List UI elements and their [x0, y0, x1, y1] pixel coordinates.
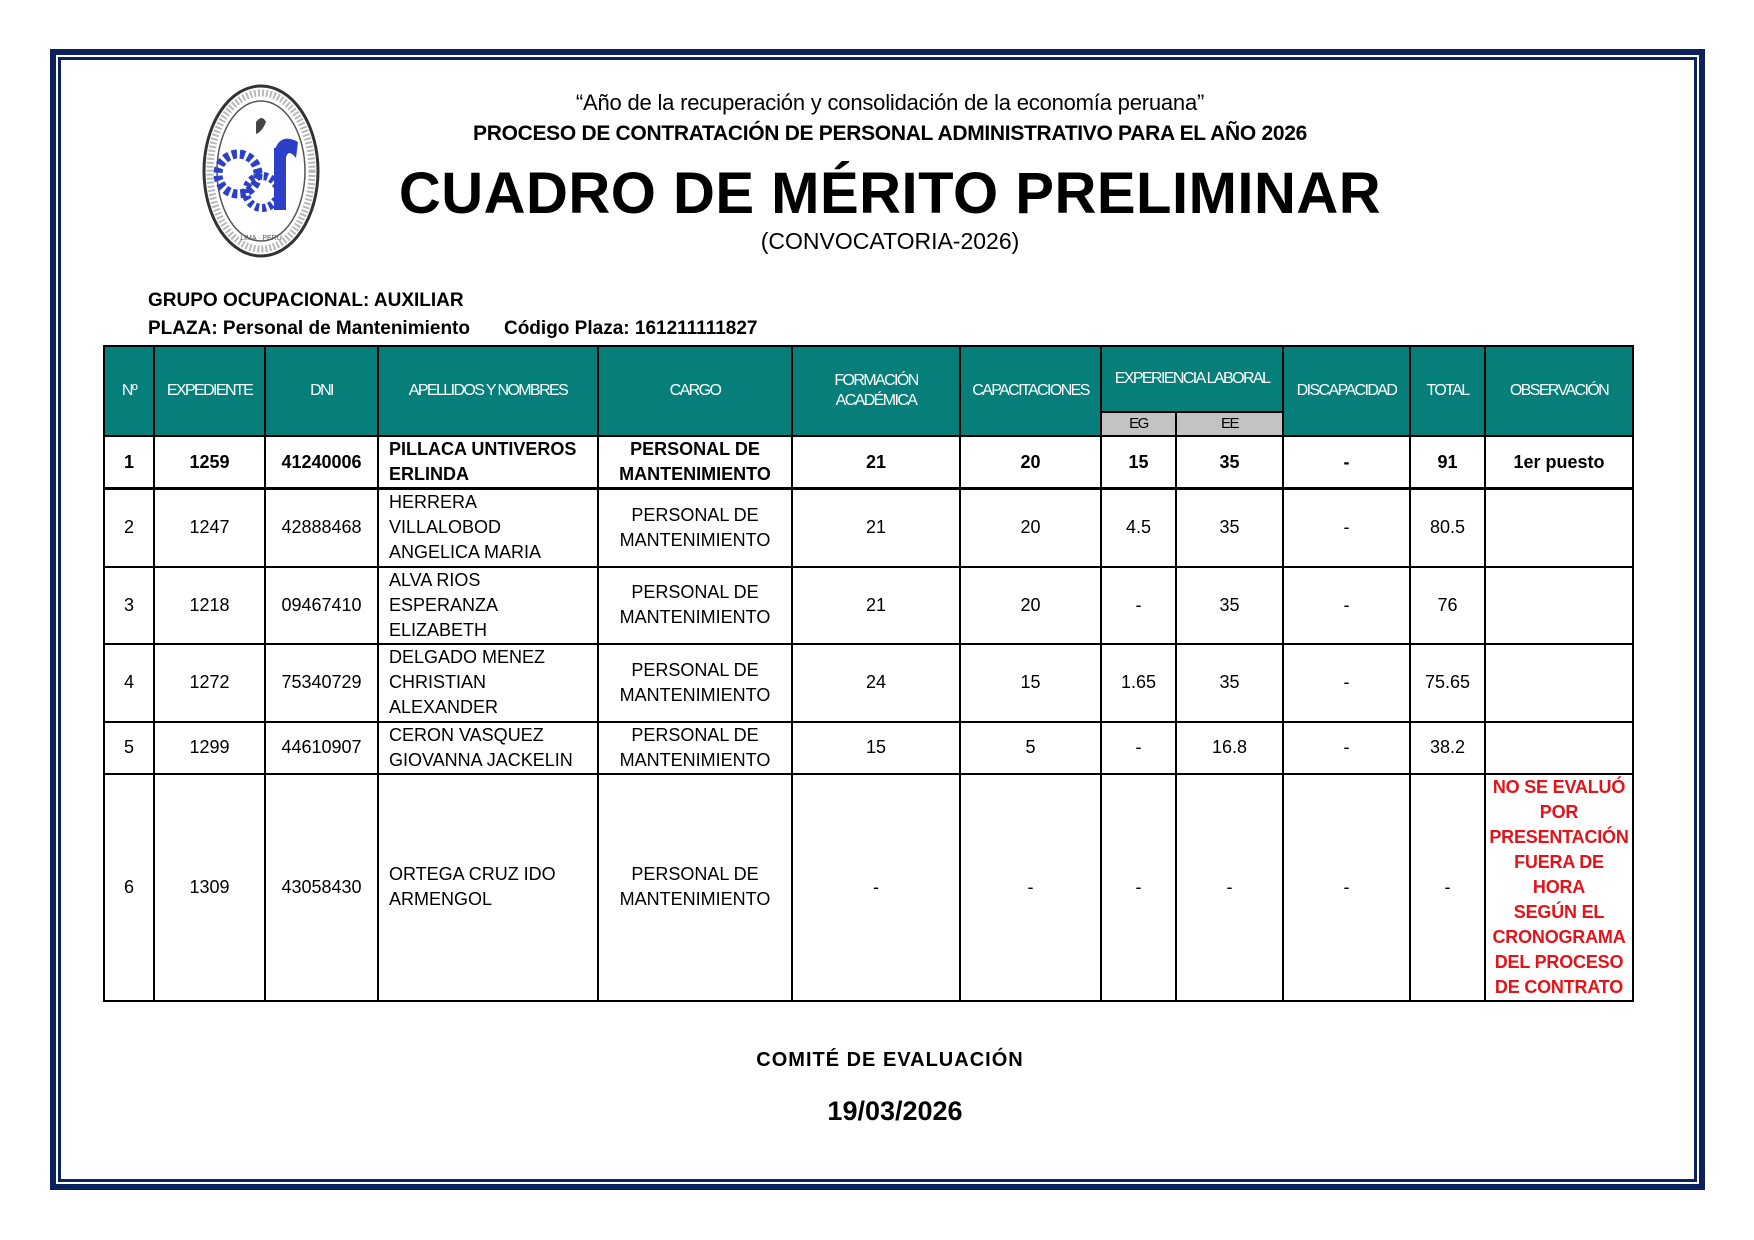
cell-observacion: [1485, 489, 1633, 567]
cargo-line: PERSONAL DE: [630, 439, 760, 459]
header-formacion-line1: FORMACIÓN: [834, 372, 918, 389]
cell-cargo: [598, 567, 792, 644]
cell-ee: 35: [1176, 567, 1283, 644]
cell-discapacidad: -: [1283, 774, 1410, 1001]
table-row: [104, 774, 1633, 1001]
cell-dni: 42888468: [265, 489, 378, 567]
cell-nombre: [378, 489, 598, 567]
cell-cargo: [598, 722, 792, 774]
cargo-line: MANTENIMIENTO: [619, 749, 771, 770]
cell-expediente: 1299: [154, 722, 265, 774]
cell-discapacidad: -: [1283, 436, 1410, 489]
cell-capacitaciones: 20: [960, 489, 1101, 567]
observacion-line: DE CONTRATO: [1494, 976, 1624, 997]
observacion-line: POR: [1539, 801, 1579, 822]
nombre-line: CERON VASQUEZ: [389, 724, 544, 745]
cell-nombre: [378, 774, 598, 1001]
cell-expediente: 1272: [154, 644, 265, 722]
cell-discapacidad: -: [1283, 489, 1410, 567]
nombre-line: ERLINDA: [389, 464, 469, 484]
cell-eg: -: [1101, 567, 1176, 644]
nombre-line: HERRERA: [389, 492, 478, 513]
cell-expediente: 1259: [154, 436, 265, 489]
observacion-line: SEGÚN EL: [1513, 901, 1605, 922]
cell-eg: -: [1101, 722, 1176, 774]
nombre-line: GIOVANNA JACKELIN: [389, 749, 573, 770]
cell-nombre: [378, 644, 598, 722]
cell-dni: 44610907: [265, 722, 378, 774]
cell-formacion: 24: [792, 644, 960, 722]
observacion-line: PRESENTACIÓN: [1489, 826, 1629, 847]
cell-eg: 4.5: [1101, 489, 1176, 567]
cell-capacitaciones: 20: [960, 436, 1101, 489]
codigo-plaza: Código Plaza: 161211111827: [503, 318, 758, 339]
cargo-line: PERSONAL DE: [631, 582, 759, 602]
cell-formacion: 21: [792, 436, 960, 489]
table-row: [104, 489, 1633, 567]
cell-discapacidad: -: [1283, 567, 1410, 644]
cell-total: 91: [1410, 436, 1485, 489]
header-cargo: CARGO: [598, 346, 792, 436]
table-row: [104, 436, 1633, 489]
cell-eg: 1.65: [1101, 644, 1176, 722]
merit-table: [103, 345, 1634, 1002]
cell-ee: 35: [1176, 436, 1283, 489]
cell-formacion: 21: [792, 567, 960, 644]
grupo-ocupacional: GRUPO OCUPACIONAL: AUXILIAR: [148, 290, 464, 311]
cell-n: 4: [104, 644, 154, 722]
header-discapacidad: DISCAPACIDAD: [1283, 346, 1410, 436]
cargo-line: MANTENIMIENTO: [619, 464, 771, 484]
cell-cargo: [598, 774, 792, 1001]
cell-n: 1: [104, 436, 154, 489]
cell-nombre: [378, 567, 598, 644]
cell-expediente: 1218: [154, 567, 265, 644]
header-expediente: EXPEDIENTE: [154, 346, 265, 436]
observacion-line: DEL PROCESO: [1494, 951, 1624, 972]
cell-n: 3: [104, 567, 154, 644]
cell-observacion: [1485, 774, 1633, 1001]
cell-discapacidad: -: [1283, 644, 1410, 722]
cargo-line: PERSONAL DE: [631, 504, 759, 525]
table-row: [104, 567, 1633, 644]
observacion-line: FUERA DE HORA: [1514, 851, 1604, 897]
cell-nombre: [378, 722, 598, 774]
process-heading: PROCESO DE CONTRATACIÓN DE PERSONAL ADMINISTRATIVO PARA EL AÑO 2026: [473, 122, 1307, 145]
nombre-line: ESPERANZA: [389, 594, 499, 615]
nombre-line: ELIZABETH: [389, 619, 488, 640]
cell-capacitaciones: 15: [960, 644, 1101, 722]
nombre-line: ANGELICA MARIA: [389, 542, 542, 563]
header-dni: DNI: [265, 346, 378, 436]
header-capacitaciones: CAPACITACIONES: [960, 346, 1101, 436]
nombre-line: CHRISTIAN: [389, 672, 487, 692]
header-eg: EG: [1101, 412, 1176, 436]
cell-observacion: [1485, 567, 1633, 644]
cell-capacitaciones: 20: [960, 567, 1101, 644]
header-n: Nº: [104, 346, 154, 436]
motto-text: “Año de la recuperación y consolidación de la economía peruana”: [575, 90, 1205, 115]
cargo-line: MANTENIMIENTO: [619, 684, 771, 705]
cell-n: 5: [104, 722, 154, 774]
cell-observacion: [1485, 644, 1633, 722]
cell-total: 76: [1410, 567, 1485, 644]
nombre-line: DELGADO MENEZ: [389, 647, 546, 667]
cargo-line: PERSONAL DE: [631, 724, 759, 745]
cell-ee: 35: [1176, 644, 1283, 722]
cell-dni: 75340729: [265, 644, 378, 722]
nombre-line: ALEXANDER: [389, 697, 499, 717]
cell-ee: 16.8: [1176, 722, 1283, 774]
cell-total: 75.65: [1410, 644, 1485, 722]
cell-total: -: [1410, 774, 1485, 1001]
cell-cargo: [598, 436, 792, 489]
cell-n: 6: [104, 774, 154, 1001]
cargo-line: PERSONAL DE: [631, 864, 759, 884]
cell-dni: 43058430: [265, 774, 378, 1001]
cell-ee: -: [1176, 774, 1283, 1001]
nombre-line: ARMENGOL: [389, 889, 493, 909]
plaza-line: [148, 318, 758, 340]
table-row: [104, 722, 1633, 774]
cell-cargo: [598, 489, 792, 567]
header-nombres: APELLIDOS Y NOMBRES: [378, 346, 598, 436]
cell-discapacidad: -: [1283, 722, 1410, 774]
cargo-line: MANTENIMIENTO: [619, 529, 771, 550]
cell-total: 80.5: [1410, 489, 1485, 567]
header-observacion: OBSERVACIÓN: [1485, 346, 1633, 436]
cell-dni: 09467410: [265, 567, 378, 644]
nombre-line: ORTEGA CRUZ IDO: [389, 864, 556, 884]
cell-observacion: 1er puesto: [1485, 436, 1633, 489]
cell-expediente: 1309: [154, 774, 265, 1001]
cell-formacion: 21: [792, 489, 960, 567]
nombre-line: ALVA RIOS: [389, 569, 481, 590]
observacion-line: NO SE EVALUÓ: [1492, 776, 1626, 797]
observacion-line: CRONOGRAMA: [1492, 926, 1626, 947]
cell-total: 38.2: [1410, 722, 1485, 774]
plaza-label: PLAZA: Personal de Mantenimiento: [148, 318, 470, 339]
header-formacion-line2: ACADÉMICA: [835, 392, 917, 409]
page-title: CUADRO DE MÉRITO PRELIMINAR: [398, 161, 1382, 226]
cell-observacion: [1485, 722, 1633, 774]
cargo-line: MANTENIMIENTO: [619, 889, 771, 909]
cell-ee: 35: [1176, 489, 1283, 567]
cell-capacitaciones: -: [960, 774, 1101, 1001]
cell-capacitaciones: 5: [960, 722, 1101, 774]
cell-eg: 15: [1101, 436, 1176, 489]
table-row: [104, 644, 1633, 722]
document-date: 19/03/2026: [827, 1096, 963, 1126]
cargo-line: MANTENIMIENTO: [619, 607, 771, 627]
committee-label: COMITÉ DE EVALUACIÓN: [756, 1049, 1024, 1071]
institution-seal-logo: [200, 82, 322, 260]
cell-eg: -: [1101, 774, 1176, 1001]
cargo-line: PERSONAL DE: [631, 659, 759, 680]
cell-formacion: 15: [792, 722, 960, 774]
cell-expediente: 1247: [154, 489, 265, 567]
nombre-line: PILLACA UNTIVEROS: [389, 439, 577, 459]
cell-nombre: [378, 436, 598, 489]
header-experiencia: EXPERIENCIA LABORAL: [1101, 346, 1283, 412]
page-subtitle: (CONVOCATORIA-2026): [760, 228, 1020, 254]
header-formacion: [792, 346, 960, 436]
nombre-line: VILLALOBOD: [389, 517, 502, 538]
cell-n: 2: [104, 489, 154, 567]
cell-cargo: [598, 644, 792, 722]
header-total: TOTAL: [1410, 346, 1485, 436]
svg-text:LIMA · PERU: LIMA · PERU: [240, 235, 282, 242]
cell-formacion: -: [792, 774, 960, 1001]
header-ee: EE: [1176, 412, 1283, 436]
cell-dni: 41240006: [265, 436, 378, 489]
